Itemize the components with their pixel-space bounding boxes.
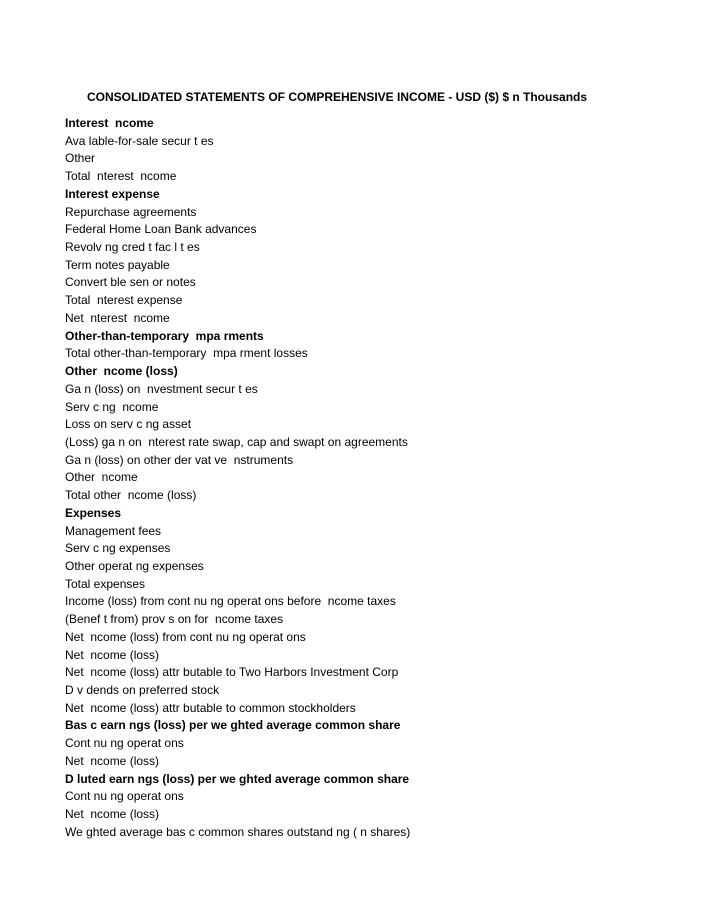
section-header: Bas c earn ngs (loss) per we ghted average common share bbox=[65, 718, 401, 733]
line-item-label: We ghted average bas c common shares outstand ng ( n shares) bbox=[65, 824, 411, 839]
line-item-label: Total nterest expense bbox=[65, 293, 183, 308]
line-item-label: Net nterest ncome bbox=[65, 310, 170, 325]
line-item-label: Net ncome (loss) attr butable to common stockholders bbox=[65, 700, 356, 715]
line-item-label: (Benef t from) prov s on for ncome taxes bbox=[65, 612, 284, 627]
section-header: Expenses bbox=[65, 505, 122, 520]
line-item-label: Loss on serv c ng asset bbox=[65, 417, 192, 432]
line-item-label: Cont nu ng operat ons bbox=[65, 789, 184, 804]
section-header: Interest expense bbox=[65, 186, 160, 201]
line-item-list bbox=[65, 115, 410, 841]
line-item-label: Revolv ng cred t fac l t es bbox=[65, 240, 200, 255]
line-item-label: Total nterest ncome bbox=[65, 169, 177, 184]
line-item-label: Management fees bbox=[65, 523, 162, 538]
line-item-label: Total other ncome (loss) bbox=[65, 488, 197, 503]
line-item-label: Other operat ng expenses bbox=[65, 558, 204, 573]
line-item-label: Ava lable-for-sale secur t es bbox=[65, 133, 214, 148]
line-item-label: Net ncome (loss) from cont nu ng operat ons bbox=[65, 629, 306, 644]
line-item-label: Serv c ng expenses bbox=[65, 541, 171, 556]
line-item-label: Income (loss) from cont nu ng operat ons before ncome taxes bbox=[65, 594, 396, 609]
line-item-label: Ga n (loss) on nvestment secur t es bbox=[65, 381, 258, 396]
statement-title: CONSOLIDATED STATEMENTS OF COMPREHENSIVE INCOME - USD ($) $ n Thousands bbox=[87, 90, 588, 104]
line-item-label: Serv c ng ncome bbox=[65, 399, 159, 414]
line-item-label: Federal Home Loan Bank advances bbox=[65, 222, 257, 237]
line-item-label: Total other-than-temporary mpa rment losses bbox=[65, 346, 308, 361]
section-header: Other-than-temporary mpa rments bbox=[65, 328, 264, 343]
line-item-label: Net ncome (loss) attr butable to Two Harbors Investment Corp bbox=[65, 665, 399, 680]
line-item-label: Repurchase agreements bbox=[65, 204, 197, 219]
line-item-label: Net ncome (loss) bbox=[65, 807, 160, 822]
section-header: Other ncome (loss) bbox=[65, 364, 178, 379]
line-item-label: Ga n (loss) on other der vat ve nstruments bbox=[65, 452, 294, 467]
line-item-label: Term notes payable bbox=[65, 257, 170, 272]
line-item-label: Cont nu ng operat ons bbox=[65, 736, 184, 751]
section-header: Interest ncome bbox=[65, 116, 154, 130]
line-item-label: (Loss) ga n on nterest rate swap, cap and swapt on agreements bbox=[65, 434, 408, 449]
line-item-label: Net ncome (loss) bbox=[65, 647, 160, 662]
line-item-label: Net ncome (loss) bbox=[65, 753, 160, 768]
line-item-label: Convert ble sen or notes bbox=[65, 275, 196, 290]
section-header: D luted earn ngs (loss) per we ghted average common share bbox=[65, 771, 410, 786]
line-item-label: Other ncome bbox=[65, 470, 138, 485]
line-item-label: Other bbox=[65, 151, 96, 166]
line-item-label: Total expenses bbox=[65, 576, 146, 591]
line-item-label: D v dends on preferred stock bbox=[65, 683, 220, 697]
